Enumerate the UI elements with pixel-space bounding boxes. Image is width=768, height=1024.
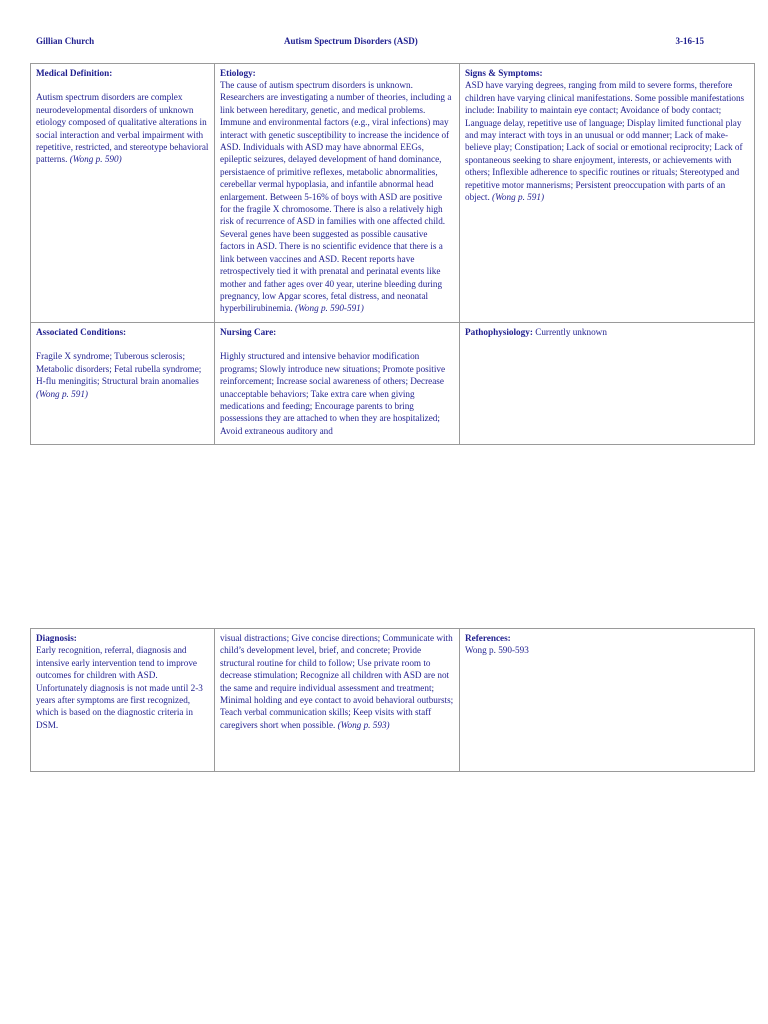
nursing-care-heading: Nursing Care: <box>220 327 277 337</box>
pathophysiology-cell <box>460 323 755 445</box>
signs-symptoms-citation: (Wong p. 591) <box>492 192 545 203</box>
medical-definition-citation: (Wong p. 590) <box>69 154 122 165</box>
diagnosis-cell <box>31 629 215 772</box>
references-text: Wong p. 590-593 <box>465 645 529 656</box>
nursing-care-text-part1: Highly structured and intensive behavior modification programs; Slowly introduce new situations; Promote positive reinforcement; Increase social awareness of others; Decrease unacceptable behaviors; Take extra care when giving medications and feeding; Encourage parents to bring possessions they are attached to when they are hospitalized; Avoid extraneous auditory and <box>220 351 446 436</box>
pathophysiology-heading: Pathophysiology: <box>465 327 533 337</box>
references-heading: References: <box>465 633 511 643</box>
pathophysiology-text: Currently unknown <box>532 327 607 337</box>
medical-definition-heading: Medical Definition: <box>36 68 113 78</box>
document-date: 3-16-15 <box>675 36 704 46</box>
associated-conditions-citation: (Wong p. 591) <box>36 388 88 399</box>
medical-definition-text: Autism spectrum disorders are complex neurodevelopmental disorders of unknown etiology composed of qualitative alterations in social interaction and verbal impairment with repetitive, restricted, and stereotype behavioral patterns. <box>36 92 209 165</box>
etiology-cell <box>215 64 460 323</box>
signs-symptoms-text: ASD have varying degrees, ranging from mild to severe forms, therefore children have varying clinical manifestations. Some possible manifestations include: Inability to maintain eye contact; Avoidance of body contact; Language delay, repetitive use of language; Display limited functional play and may interact with toys in an unusual or odd manner; Lack of make-believe play; Constipation; Lack of social or emotional reciprocity; Lack of spontaneous seeking to share enjoyment, interests, or achievements with others; Inflexible adherence to specific routines or rituals; Stereotyped and repetitive motor mannerisms; Persistent preoccupation with parts of an object. <box>465 80 745 203</box>
signs-symptoms-cell <box>460 64 755 323</box>
etiology-heading: Etiology: <box>220 68 256 78</box>
medical-definition-cell <box>31 64 215 323</box>
asd-table-page-bottom <box>30 628 755 772</box>
references-cell <box>460 629 755 772</box>
diagnosis-heading: Diagnosis: <box>36 633 77 643</box>
signs-symptoms-heading: Signs & Symptoms: <box>465 68 543 78</box>
nursing-care-citation: (Wong p. 593) <box>337 719 390 730</box>
document-header <box>36 36 732 50</box>
asd-table-page-top <box>30 63 755 445</box>
document-title: Autism Spectrum Disorders (ASD) <box>284 36 418 46</box>
nursing-care-continued-cell <box>215 629 460 772</box>
nursing-care-cell <box>215 323 460 445</box>
etiology-text: The cause of autism spectrum disorders is unknown. Researchers are investigating a number of theories, including a link between hereditary, genetic, and medical problems. Immune and environmental factors (e.g., viral infections) may interact with genetic susceptibility to increase the incidence of ASD. Individuals with ASD may have abnormal EEGs, epileptic seizures, delayed development of hand dominance, persistaence of primitive reflexes, metabolic abnormalities, cerebellar vermal hypoplasia, and infantile abnormal head enlargement. Between 5-16% of boys with ASD are positive for the fragile X chromosome. There is also a relatively high risk of recurrence of ASD in families with one affected child. Several genes have been suggested as possible causative factors in ASD. There is no scientific evidence that there is a link between vaccines and ASD. Recent reports have retrospectively tied it with prenatal and perinatal events like mother and father ages over 40 year, uterine bleeding during pregnancy, low Apgar scores, fetal distress, and neonatal hyperbilirubinemia. <box>220 80 452 314</box>
etiology-citation: (Wong p. 590-591) <box>295 303 364 314</box>
associated-conditions-cell <box>31 323 215 445</box>
associated-conditions-heading: Associated Conditions: <box>36 327 127 337</box>
diagnosis-text: Early recognition, referral, diagnosis and intensive early intervention tend to improve outcomes for children with ASD. Unfortunately diagnosis is not made until 2-3 years after symptoms are first recognized, which is based on the diagnostic criteria in DSM. <box>36 645 203 730</box>
associated-conditions-text: Fragile X syndrome; Tuberous sclerosis; Metabolic disorders; Fetal rubella syndrome; H-flu meningitis; Structural brain anomalies <box>36 351 202 387</box>
author-name: Gillian Church <box>36 36 95 46</box>
nursing-care-text-part2: visual distractions; Give concise directions; Communicate with child’s development level, brief, and concrete; Provide structural routine for child to follow; Use private room to decrease stimulation; Recognize all children with ASD are not the same and require individual assessment and treatment; Minimal holding and eye contact to avoid behavioral outbursts; Teach verbal communication skills; Keep visits with staff caregivers short when possible. <box>220 633 454 730</box>
